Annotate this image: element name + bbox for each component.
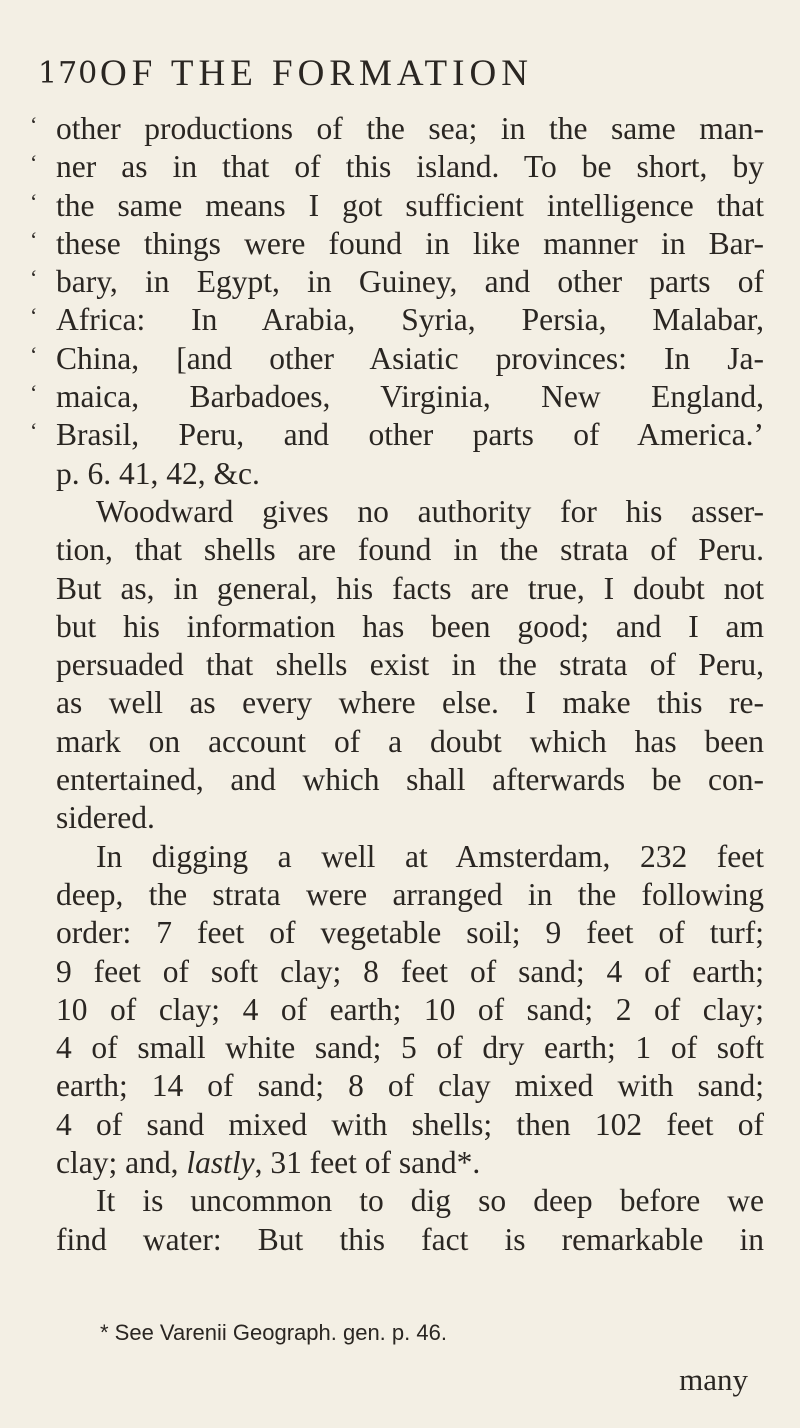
quote-mark: ‘ bbox=[30, 418, 38, 444]
text-line bbox=[56, 838, 764, 876]
page-number: 170 bbox=[38, 56, 99, 91]
catchword: many bbox=[679, 1362, 748, 1397]
text-line bbox=[56, 761, 764, 799]
line-text: 9 feet of soft clay; 8 feet of sand; 4 of earth; bbox=[56, 953, 764, 989]
line-text: p. 6. 41, 42, &c. bbox=[56, 455, 260, 491]
line-text: In digging a well at Amsterdam, 232 feet bbox=[96, 838, 764, 874]
line-text: Woodward gives no authority for his asser- bbox=[96, 493, 764, 529]
line-text: clay; and, lastly, 31 feet of sand*. bbox=[56, 1145, 481, 1181]
line-text: China, [and other Asiatic provinces: In Ja- bbox=[56, 340, 764, 376]
text-line bbox=[30, 110, 764, 148]
text-line bbox=[56, 799, 764, 837]
text-line bbox=[30, 340, 764, 378]
line-text: order: 7 feet of vegetable soil; 9 feet of turf; bbox=[56, 915, 764, 951]
line-text: 4 of sand mixed with shells; then 102 feet of bbox=[56, 1106, 764, 1142]
line-text: find water: But this fact is remarkable in bbox=[56, 1221, 764, 1257]
text-line bbox=[56, 1144, 764, 1182]
line-text: 10 of clay; 4 of earth; 10 of sand; 2 of clay; bbox=[56, 991, 764, 1027]
text-line bbox=[30, 187, 764, 225]
text-line bbox=[56, 1221, 764, 1259]
text-line bbox=[56, 570, 764, 608]
text-line bbox=[56, 723, 764, 761]
line-text: deep, the strata were arranged in the following bbox=[56, 876, 764, 912]
text-line bbox=[30, 225, 764, 263]
text-line bbox=[56, 991, 764, 1029]
text-line bbox=[30, 301, 764, 339]
text-line bbox=[30, 416, 764, 454]
text-line bbox=[56, 953, 764, 991]
quote-mark: ‘ bbox=[30, 150, 38, 176]
line-text: persuaded that shells exist in the strata of Peru, bbox=[56, 647, 764, 683]
text-line bbox=[56, 1106, 764, 1144]
quote-mark: ‘ bbox=[30, 226, 38, 252]
line-text: earth; 14 of sand; 8 of clay mixed with sand; bbox=[56, 1068, 764, 1104]
line-text: sidered. bbox=[56, 800, 155, 836]
line-text: 4 of small white sand; 5 of dry earth; 1 of soft bbox=[56, 1030, 764, 1066]
text-line bbox=[30, 148, 764, 186]
line-text: tion, that shells are found in the strata of Peru. bbox=[56, 532, 764, 568]
quote-mark: ‘ bbox=[30, 303, 38, 329]
body-text bbox=[30, 110, 764, 1259]
quote-mark: ‘ bbox=[30, 112, 38, 137]
line-text: bary, in Egypt, in Guiney, and other parts of bbox=[56, 264, 764, 300]
text-line bbox=[56, 1029, 764, 1067]
footnote: * See Varenii Geograph. gen. p. 46. bbox=[100, 1320, 447, 1345]
line-text: entertained, and which shall afterwards be con- bbox=[56, 762, 764, 798]
quote-mark: ‘ bbox=[30, 265, 38, 291]
text-line bbox=[56, 608, 764, 646]
line-text: It is uncommon to dig so deep before we bbox=[96, 1183, 764, 1219]
line-text: ner as in that of this island. To be short, by bbox=[56, 149, 764, 185]
text-line bbox=[56, 646, 764, 684]
text-line bbox=[56, 531, 764, 569]
text-line bbox=[56, 1182, 764, 1220]
text-line bbox=[56, 455, 764, 493]
line-text: mark on account of a doubt which has been bbox=[56, 723, 764, 759]
line-text: Africa: In Arabia, Syria, Persia, Malabar, bbox=[56, 302, 764, 338]
quote-mark: ‘ bbox=[30, 380, 38, 406]
quote-mark: ‘ bbox=[30, 188, 38, 214]
line-text: maica, Barbadoes, Virginia, New England, bbox=[56, 379, 764, 415]
text-line bbox=[56, 876, 764, 914]
text-line bbox=[30, 263, 764, 301]
line-text: other productions of the sea; in the same man- bbox=[56, 111, 764, 146]
line-text: the same means I got sufficient intelligence that bbox=[56, 187, 764, 223]
text-line bbox=[56, 1067, 764, 1105]
line-text: but his information has been good; and I am bbox=[56, 608, 764, 644]
running-title: OF THE FORMATION bbox=[100, 53, 533, 94]
text-line bbox=[56, 914, 764, 952]
text-line bbox=[56, 493, 764, 531]
line-text: Brasil, Peru, and other parts of America.’ bbox=[56, 417, 764, 453]
running-head bbox=[38, 44, 758, 104]
text-line bbox=[30, 378, 764, 416]
text-line bbox=[56, 684, 764, 722]
line-text: these things were found in like manner in Bar- bbox=[56, 225, 764, 261]
line-text: as well as every where else. I make this re- bbox=[56, 685, 764, 721]
line-text: But as, in general, his facts are true, I doubt not bbox=[56, 570, 764, 606]
italic-word: lastly bbox=[186, 1145, 255, 1181]
quote-mark: ‘ bbox=[30, 341, 38, 367]
